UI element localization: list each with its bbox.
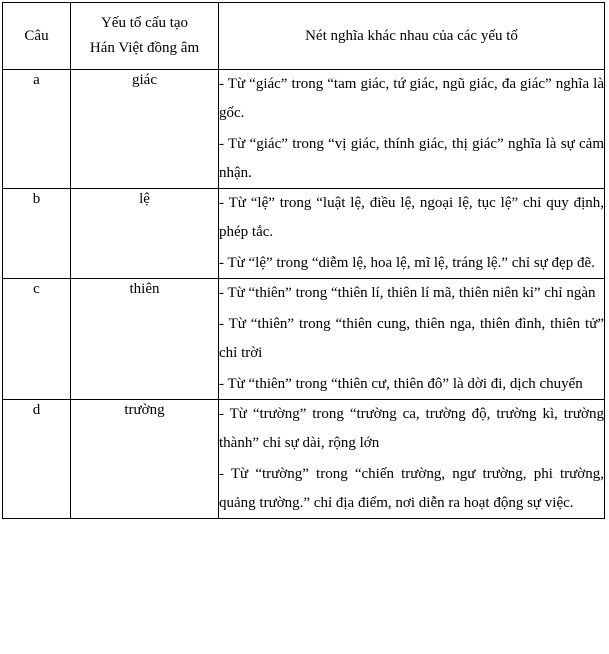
table-row <box>3 70 605 189</box>
row-meanings <box>219 279 605 400</box>
meaning-entry: - Từ “giác” trong “tam giác, tứ giác, ngũ giác, đa giác” nghĩa là gốc. <box>219 76 604 121</box>
row-meanings <box>219 189 605 279</box>
table-row <box>3 279 605 400</box>
row-meanings <box>219 400 605 519</box>
meaning-entry: - Từ “giác” trong “vị giác, thính giác, thị giác” nghĩa là sự cảm nhận. <box>219 136 604 181</box>
row-label: d <box>3 400 71 519</box>
row-meanings <box>219 70 605 189</box>
row-label: c <box>3 279 71 400</box>
row-label: a <box>3 70 71 189</box>
row-element: thiên <box>71 279 219 400</box>
header-element-line2: Hán Việt đồng âm <box>89 40 200 56</box>
meaning-entry: - Từ “thiên” trong “thiên lí, thiên lí mã, thiên niên kỉ” chỉ ngàn <box>219 285 596 301</box>
meaning-entry: - Từ “lệ” trong “luật lệ, điều lệ, ngoại lệ, tục lệ” chỉ quy định, phép tắc. <box>219 195 604 240</box>
header-element-line1: Yếu tố cấu tạo <box>100 15 189 31</box>
row-element: trường <box>71 400 219 519</box>
header-row <box>3 3 605 70</box>
meaning-entry: - Từ “trường” trong “trường ca, trường độ, trường kì, trường thành” chỉ sự dài, rộng lớn <box>219 406 604 451</box>
row-element: giác <box>71 70 219 189</box>
meaning-entry: - Từ “thiên” trong “thiên cung, thiên nga, thiên đình, thiên tử” chỉ trời <box>219 316 604 361</box>
row-label: b <box>3 189 71 279</box>
meaning-entry: - Từ “thiên” trong “thiên cư, thiên đô” là dời đi, dịch chuyển <box>219 376 583 392</box>
vocabulary-table <box>2 2 605 519</box>
header-cau: Câu <box>3 3 71 70</box>
meaning-entry: - Từ “trường” trong “chiến trường, ngư trường, phi trường, quảng trường.” chỉ địa điểm, nơi diễn ra hoạt động sự việc. <box>219 466 604 511</box>
table-row <box>3 400 605 519</box>
table-row <box>3 189 605 279</box>
meaning-entry: - Từ “lệ” trong “diễm lệ, hoa lệ, mĩ lệ, tráng lệ.” chỉ sự đẹp đẽ. <box>219 255 595 271</box>
header-element <box>71 3 219 70</box>
row-element: lệ <box>71 189 219 279</box>
header-meaning: Nét nghĩa khác nhau của các yếu tố <box>219 3 605 70</box>
